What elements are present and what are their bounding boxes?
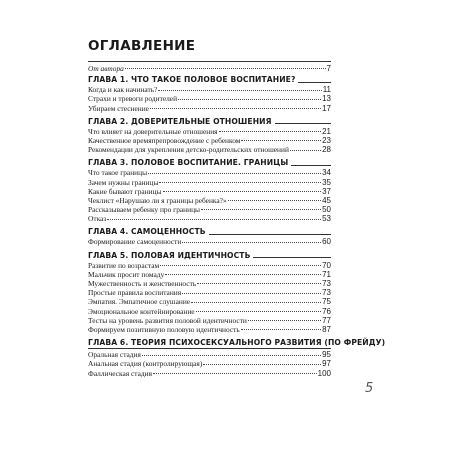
entry-page: 34 [322, 168, 331, 178]
chapter-heading [88, 158, 331, 168]
chapter-rule [209, 234, 331, 235]
entry-title: Страхи и тревоги родителей [88, 94, 178, 104]
entry-page: 35 [322, 177, 331, 187]
toc-entry [88, 178, 331, 187]
entry-title: Рекомендации для укрепления детско-родительских отношений [88, 145, 289, 155]
dot-leader [160, 265, 321, 266]
entry-page: 70 [322, 260, 331, 270]
chapter-heading [88, 75, 331, 85]
dot-leader [163, 191, 322, 192]
entry-title: Зачем нужны границы [88, 177, 159, 187]
chapter-rule [275, 123, 331, 124]
entry-title: Формирование самоценности [88, 237, 182, 247]
entry-page: 76 [322, 306, 331, 316]
dot-leader [228, 200, 321, 201]
entry-title: Мужественность и женственность [88, 279, 197, 288]
toc-entry [88, 288, 331, 297]
entry-page: 73 [322, 288, 331, 298]
toc-entry [88, 297, 331, 306]
table-of-contents [88, 38, 386, 379]
dot-leader [290, 150, 321, 151]
dot-leader [241, 140, 321, 141]
chapter-2 [88, 117, 331, 155]
dot-leader [153, 373, 317, 374]
entry-title: Убираем стеснение [88, 103, 149, 113]
dot-leader [201, 209, 321, 210]
entry-page: 11 [322, 85, 331, 95]
toc-entry-intro [88, 64, 331, 73]
entry-title: Анальная стадия (контролирующая) [88, 359, 203, 369]
chapter-title: ГЛАВА 1. ЧТО ТАКОЕ ПОЛОВОЕ ВОСПИТАНИЕ? [88, 75, 296, 85]
toc-entry [88, 196, 331, 205]
chapter-rule [253, 257, 331, 258]
dot-leader [178, 99, 321, 100]
toc-entry [88, 136, 331, 145]
entry-title: Тесты на уровень развития половой идентичности [88, 315, 247, 325]
toc-entry [88, 325, 331, 334]
toc-entry [88, 237, 331, 246]
dot-leader [219, 131, 322, 132]
toc-entry [88, 205, 331, 214]
entry-title: Качественное времяпрепровождение с ребенком [88, 135, 241, 145]
dot-leader [197, 283, 321, 284]
chapter-5 [88, 251, 331, 335]
entry-page: 100 [317, 368, 331, 378]
chapter-rule [291, 165, 331, 166]
toc-entry [88, 214, 331, 223]
dot-leader [142, 355, 321, 356]
toc-entry [88, 359, 331, 368]
dot-leader [165, 274, 321, 275]
toc-entry [88, 94, 331, 103]
entry-page: 28 [322, 145, 331, 155]
toc-entry [88, 261, 331, 270]
entry-title: Отказ [88, 214, 107, 224]
dot-leader [203, 364, 321, 365]
entry-title: Когда и как начинать? [88, 85, 158, 95]
entry-page: 23 [322, 135, 331, 145]
dot-leader [191, 302, 321, 303]
chapter-rule [88, 348, 331, 349]
dot-leader [159, 182, 321, 183]
toc-entry [88, 104, 331, 113]
entry-page: 73 [322, 279, 331, 288]
chapter-4 [88, 227, 331, 246]
chapter-rule [298, 82, 331, 83]
entry-title: Эмпатия. Эмпатичное слушание [88, 297, 191, 307]
chapter-title: ГЛАВА 2. ДОВЕРИТЕЛЬНЫЕ ОТНОШЕНИЯ [88, 116, 272, 126]
chapter-title: ГЛАВА 5. ПОЛОВАЯ ИДЕНТИЧНОСТЬ [88, 250, 251, 260]
toc-entry [88, 350, 331, 359]
dot-leader [182, 242, 321, 243]
dot-leader [158, 90, 321, 91]
entry-page: 97 [322, 359, 331, 369]
entry-title: От автора [88, 64, 124, 73]
dot-leader [241, 329, 321, 330]
entry-page: 50 [322, 205, 331, 215]
chapter-heading [88, 227, 331, 237]
entry-title: Что влияет на доверительные отношения [88, 126, 218, 136]
toc-entry [88, 168, 331, 177]
chapter-3 [88, 158, 331, 223]
entry-page: 17 [322, 103, 331, 113]
toc-entry [88, 187, 331, 196]
chapter-title: ГЛАВА 3. ПОЛОВОЕ ВОСПИТАНИЕ. ГРАНИЦЫ [88, 158, 289, 168]
chapter-title: ГЛАВА 6. ТЕОРИЯ ПСИХОСЕКСУАЛЬНОГО РАЗВИТИЯ (ПО ФРЕЙДУ) [88, 338, 386, 348]
toc-entry [88, 279, 331, 288]
entry-title: Чеклист «Нарушаю ли я границы ребенка?» [88, 195, 227, 205]
entry-page: 21 [322, 126, 331, 136]
title-rule [88, 61, 331, 62]
toc-entry [88, 316, 331, 325]
chapter-6 [88, 338, 386, 378]
dot-leader [150, 108, 321, 109]
entry-title: Мальчик просит помаду [88, 269, 165, 279]
entry-title: Оральная стадия [88, 350, 141, 360]
toc-entry [88, 270, 331, 279]
dot-leader [107, 219, 321, 220]
toc-title: ОГЛАВЛЕНИЕ [88, 38, 196, 54]
entry-title: Фаллическая стадия [88, 368, 152, 378]
dot-leader [248, 320, 321, 321]
chapter-heading [88, 338, 386, 348]
entry-page: 53 [322, 214, 331, 224]
entry-title: Формируем позитивную половую идентичность [88, 324, 240, 334]
toc-entry [88, 127, 331, 136]
chapter-heading [88, 251, 331, 261]
page-number: 5 [365, 381, 374, 396]
chapter-1 [88, 75, 331, 113]
entry-page: 75 [322, 297, 331, 307]
entry-page: 60 [322, 237, 331, 247]
dot-leader [125, 68, 326, 69]
entry-title: Какие бывают границы [88, 186, 162, 196]
chapter-title: ГЛАВА 4. САМОЦЕННОСТЬ [88, 227, 206, 237]
entry-title: Простые правила воспитания [88, 288, 182, 298]
toc-entry [88, 307, 331, 316]
dot-leader [148, 173, 321, 174]
entry-title: Развитие по возрастам [88, 260, 160, 270]
toc-entry [88, 85, 331, 94]
entry-page: 13 [322, 94, 331, 104]
entry-page: 7 [326, 64, 331, 73]
entry-title: Эмоциональное контейнирование [88, 306, 195, 316]
entry-page: 87 [322, 324, 331, 334]
entry-page: 77 [322, 315, 331, 325]
dot-leader [182, 293, 321, 294]
chapter-heading [88, 117, 331, 127]
entry-page: 45 [322, 195, 331, 205]
entry-page: 37 [322, 186, 331, 196]
entry-page: 71 [322, 269, 331, 279]
dot-leader [196, 311, 322, 312]
toc-entry [88, 369, 331, 378]
entry-title: Рассказываем ребенку про границы [88, 205, 201, 215]
entry-page: 95 [322, 350, 331, 360]
toc-entry [88, 145, 331, 154]
entry-title: Что такое границы [88, 168, 148, 178]
